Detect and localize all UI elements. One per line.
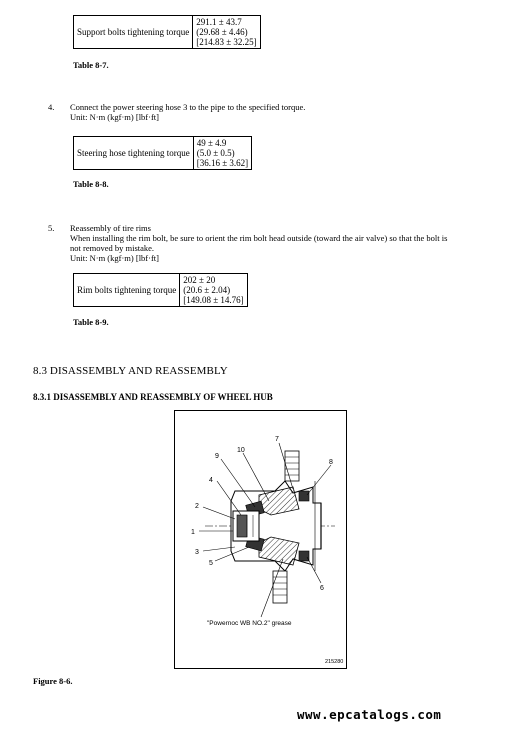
step-title: Reassembly of tire rims (70, 223, 151, 233)
callout-1: 1 (191, 529, 195, 536)
step-text: When installing the rim bolt, be sure to orient the rim bolt head outside (toward the air valve) so that the bolt is (70, 233, 448, 243)
callout-8: 8 (329, 459, 333, 466)
callout-3: 3 (195, 549, 199, 556)
callout-5: 5 (209, 560, 213, 567)
subsection-heading: 8.3.1 DISASSEMBLY AND REASSEMBLY OF WHEEL HUB (33, 392, 273, 402)
grease-label: "Powernoc WB NO.2" grease (207, 620, 292, 627)
table-values (193, 16, 260, 49)
table-caption: Table 8-8. (73, 179, 109, 189)
value-kgf: (20.6 ± 2.04) (183, 285, 231, 295)
table-values (180, 274, 247, 307)
table-values (193, 137, 251, 170)
step-number: 4. (48, 102, 55, 112)
drawing-id: 215280 (325, 659, 344, 665)
unit-text: Unit: N·m (kgf·m) [lbf·ft] (70, 112, 159, 122)
callout-7: 7 (275, 436, 279, 443)
table-label: Rim bolts tightening torque (74, 274, 180, 307)
figure-caption: Figure 8-6. (33, 676, 73, 686)
watermark-text: www.epcatalogs.com (297, 707, 442, 722)
callout-10: 10 (237, 447, 245, 454)
steering-hose-torque-table (73, 136, 252, 170)
rim-bolts-torque-table (73, 273, 248, 307)
callout-6: 6 (320, 585, 324, 592)
value-lbf: [214.83 ± 32.25] (196, 37, 257, 47)
table-caption: Table 8-7. (73, 60, 109, 70)
step-text: not removed by mistake. (70, 243, 155, 253)
value-kgf: (29.68 ± 4.46) (196, 27, 248, 37)
section-heading: 8.3 DISASSEMBLY AND REASSEMBLY (33, 365, 228, 377)
value-lbf: [36.16 ± 3.62] (196, 158, 249, 168)
table-caption: Table 8-9. (73, 317, 109, 327)
value-si: 202 ± 20 (183, 275, 216, 285)
callout-2: 2 (195, 503, 199, 510)
unit-text: Unit: N·m (kgf·m) [lbf·ft] (70, 253, 159, 263)
value-lbf: [149.08 ± 14.76] (183, 295, 244, 305)
table-label: Support bolts tightening torque (74, 16, 193, 49)
value-si: 49 ± 4.9 (196, 138, 227, 148)
wheel-hub-figure (174, 410, 347, 669)
callout-9: 9 (215, 453, 219, 460)
step-text: Connect the power steering hose 3 to the pipe to the specified torque. (70, 102, 306, 112)
value-si: 291.1 ± 43.7 (196, 17, 242, 27)
support-bolts-torque-table (73, 15, 261, 49)
wheel-hub-cross-section-drawing (175, 411, 346, 668)
callout-4: 4 (209, 477, 213, 484)
table-label: Steering hose tightening torque (74, 137, 194, 170)
step-number: 5. (48, 223, 55, 233)
value-kgf: (5.0 ± 0.5) (196, 148, 235, 158)
